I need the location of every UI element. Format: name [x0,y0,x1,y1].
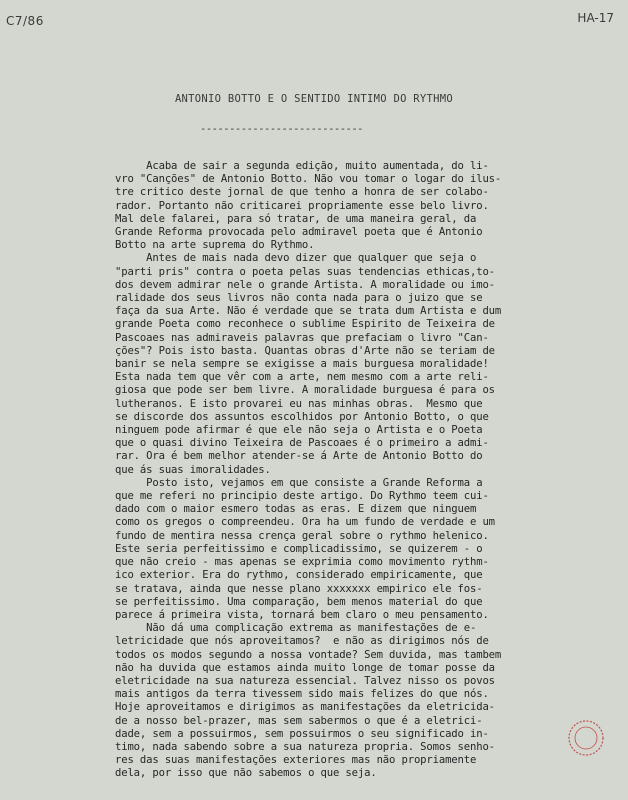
paragraph-4 [115,622,615,780]
text-line: rador. Portanto não criticarei propriamente esse belo livro. [115,199,489,212]
text-line: todos os modos segundo a nossa vontade? Sem duvida, mas tambem [115,648,502,661]
text-line: dade, sem a possuirmos, sem possuirmos o seu significado in- [115,727,489,740]
text-line: faça da sua Arte. Não é verdade que se trata dum Artista e dum [115,305,502,318]
text-line: vro "Canções" de Antonio Botto. Não vou tomar o logar do ilus- [115,173,502,186]
text-line: que me referi no principio deste artigo. Do Rythmo teem cui- [115,490,489,503]
text-line: grande Poeta como reconhece o sublime Espirito de Teixeira de [115,318,495,331]
text-line: se perfeitissimo. Uma comparação, bem menos material do que [115,595,483,608]
text-line: Não dá uma complicação extrema as manifestações de e- [115,622,477,635]
archive-reference-left: C7/86 [6,14,44,28]
text-line: Hoje aproveitamos e dirigimos as manifestações da eletricida- [115,701,495,714]
paragraph-2 [115,252,615,476]
text-line: dado com o maior esmero todas as eras. E dizem que ninguem [115,503,477,516]
text-line: Esta nada tem que vêr com a arte, nem mesmo com a arte reli- [115,371,489,384]
text-line: ico exterior. Era do rythmo, considerado empiricamente, que [115,569,483,582]
text-line: giosa que pode ser bem livre. A moralidade burguesa é para os [115,384,495,397]
text-line: res das suas manifestações exteriores mas não propriamente [115,754,477,767]
text-line: Antes de mais nada devo dizer que qualquer que seja o [115,252,477,265]
text-line: parece á primeira vista, tornará bem claro o meu pensamento. [115,608,489,621]
title-underline: ---------------------------- [200,123,364,135]
text-line: lutheranos. E isto provarei eu nas minhas obras. Mesmo que [115,397,483,410]
text-line: se tratava, ainda que nesse plano xxxxxxx empirico ele fos- [115,582,483,595]
text-line: banir se nela sempre se exigisse a mais burguesa moralidade! [115,358,489,371]
text-line: Pascoaes nas admiraveis palavras que prefaciam o livro "Can- [115,331,489,344]
text-line: que o quasi divino Teixeira de Pascoaes é o primeiro a admi- [115,437,489,450]
text-line: tre critico deste jornal de que tenho a honra de ser colabo- [115,186,489,199]
text-line: dos devem admirar nele o grande Artista. A moralidade ou imo- [115,278,495,291]
text-line: "parti pris" contra o poeta pelas suas tendencias ethicas,to- [115,265,495,278]
stamp-inner-ring [575,727,597,749]
document-title: ANTONIO BOTTO E O SENTIDO INTIMO DO RYTHMO [174,93,454,105]
library-stamp [565,717,607,759]
text-line: Este seria perfeitissimo e complicadissimo, se quizerem - o [115,542,483,555]
text-line: fundo de mentira nessa crença geral sobre o rythmo helenico. [115,529,489,542]
text-line: letricidade que nós aproveitamos? e não as dirigimos nós de [115,635,489,648]
text-line: Posto isto, vejamos em que consiste a Grande Reforma a [115,476,483,489]
archive-reference-right: HA-17 [577,11,614,25]
text-line: Grande Reforma provocada pelo admiravel poeta que é Antonio [115,226,483,239]
text-line: Botto na arte suprema do Rythmo. [115,239,315,252]
text-line: dela, por isso que não sabemos o que seja. [115,767,377,780]
text-line: ções"? Pois isto basta. Quantas obras d'Arte não se teriam de [115,344,495,357]
text-line: que ás suas imoralidades. [115,463,271,476]
text-line: Mal dele falarei, para só tratar, de uma maneira geral, da [115,212,477,225]
text-line: ninguem pode afirmar é que ele não seja o Artista e o Poeta [115,424,483,437]
text-line: se discorde dos assuntos escolhidos por Antonio Botto, o que [115,410,489,423]
text-line: de a nosso bel-prazer, mas sem sabermos o que é a eletrici- [115,714,483,727]
text-line: como os gregos o compreendeu. Ora ha um fundo de verdade e um [115,516,495,529]
text-line: Acaba de sair a segunda edição, muito aumentada, do li- [115,160,489,172]
paragraph-3 [115,477,615,622]
text-line: ralidade dos seus livros não conta nada para o juizo que se [115,292,483,305]
text-line: mais antigos da terra tivessem sido mais felizes do que nós. [115,688,489,701]
text-line: rar. Ora é bem melhor atender-se á Arte de Antonio Botto do [115,450,483,463]
text-line: que não creio - mas apenas se exprimia como movimento rythm- [115,556,489,569]
paragraph-1 [115,160,615,252]
stamp-ring [569,721,603,755]
text-line: eletricidade na sua natureza essencial. Talvez nisso os povos [115,674,495,687]
text-line: não ha duvida que estamos ainda muito longe de tomar posse da [115,661,495,674]
text-line: timo, nada sabendo sobre a sua natureza propria. Somos senho- [115,740,495,753]
document-body [115,160,615,781]
